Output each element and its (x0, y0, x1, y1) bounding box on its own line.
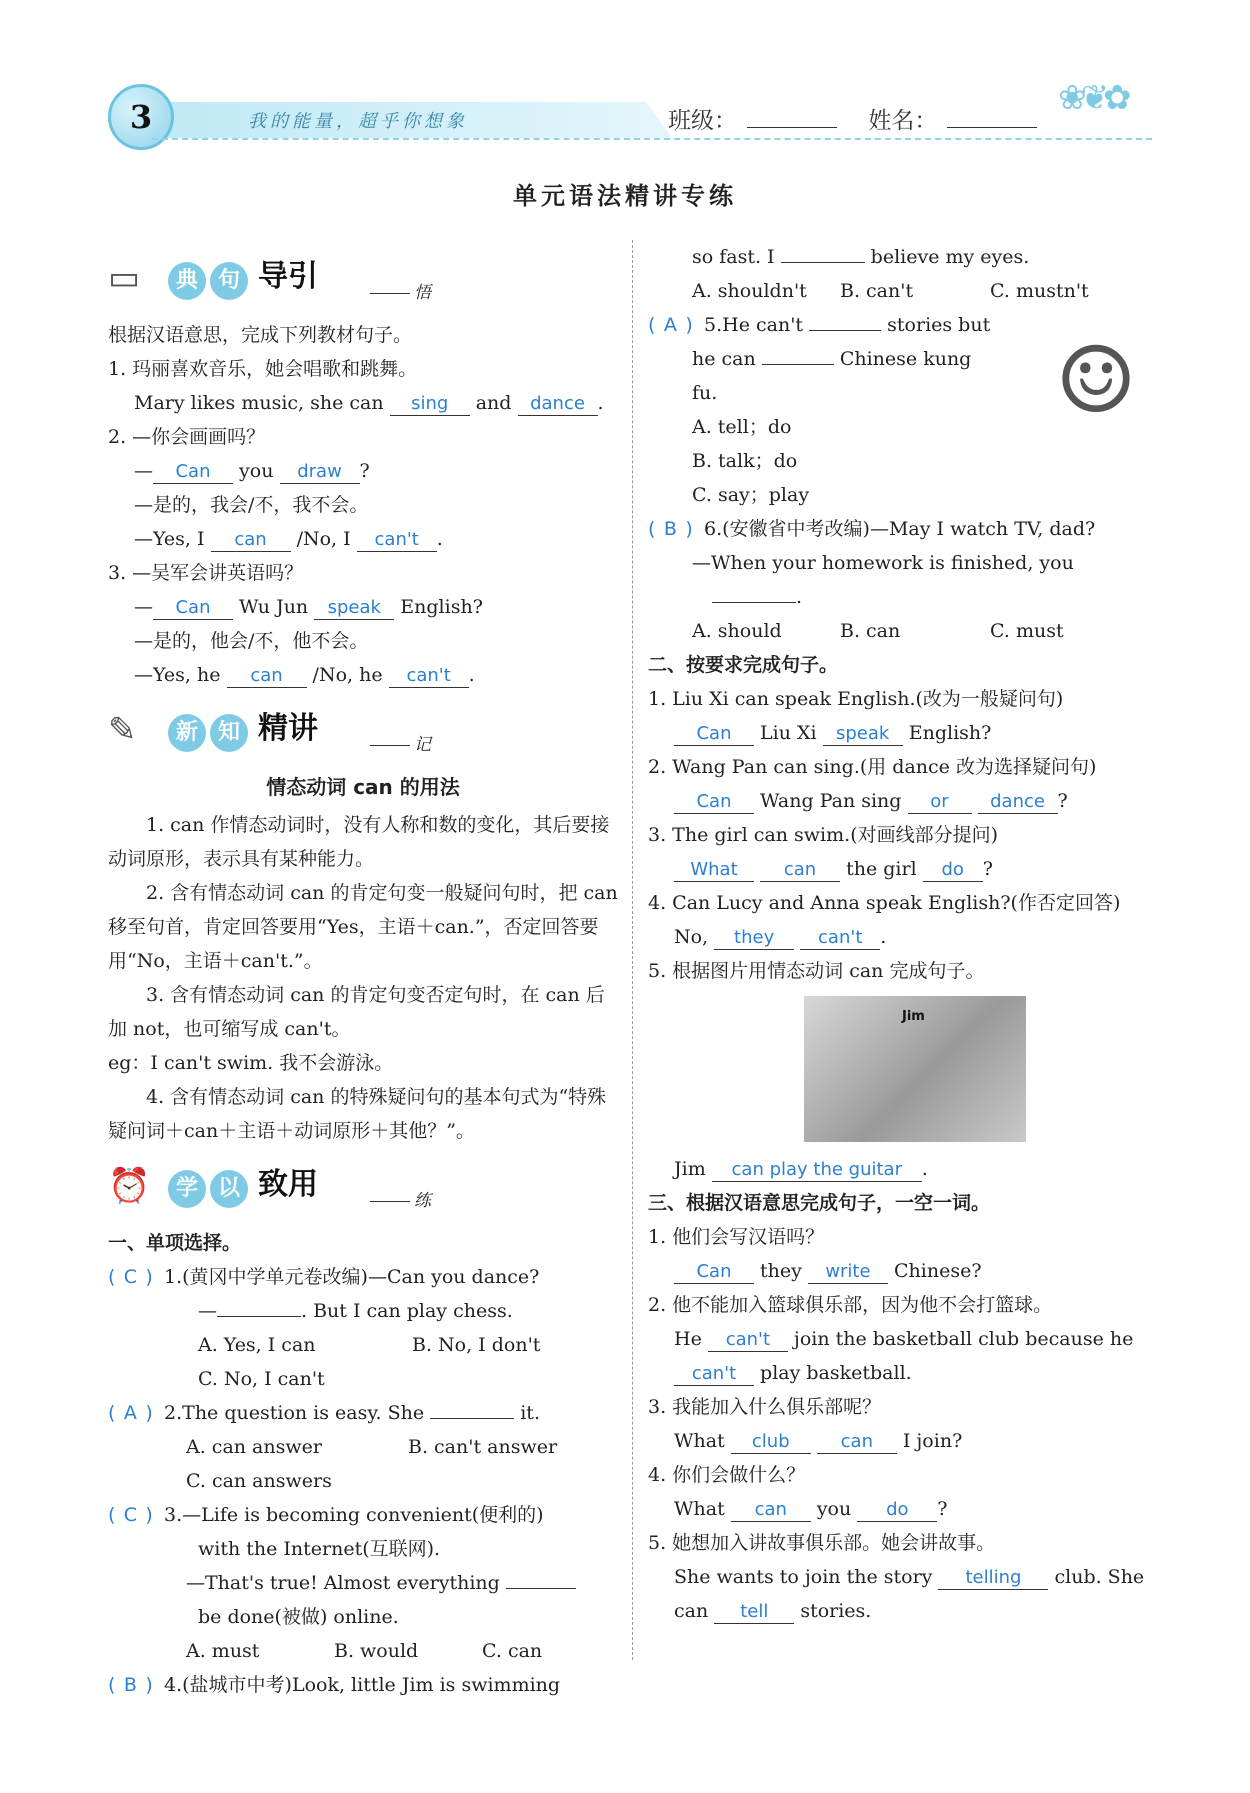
question-cn: 1. 他们会写汉语吗？ (648, 1226, 825, 1248)
section-badge: 典 (168, 262, 206, 300)
answer-field[interactable]: speak (823, 723, 903, 746)
part-title: 三、根据汉语意思完成句子，一空一词。 (648, 1192, 991, 1214)
answer-field[interactable]: can (731, 1499, 811, 1522)
blank[interactable] (712, 583, 796, 603)
text: He (674, 1328, 702, 1350)
grammar-example: eg：I can't swim. 我不会游泳。 (108, 1052, 394, 1074)
text: he can (692, 348, 756, 370)
option-b[interactable]: B. can't answer (408, 1436, 558, 1458)
grammar-point: 3. 含有情态动词 can 的肯定句变否定句时，在 can 后加 not，也可缩写成 can't。 (108, 984, 605, 1040)
answer-field[interactable]: can (227, 665, 307, 688)
question: 2. Wang Pan can sing.(用 dance 改为选择疑问句) (648, 756, 1097, 778)
option-b[interactable]: B. talk；do (692, 450, 798, 472)
answer-field[interactable]: write (808, 1261, 888, 1284)
mc-options (108, 1464, 618, 1498)
section-badge: 句 (210, 262, 248, 300)
mc-stem-line: . (648, 580, 1158, 614)
text: so fast. I (692, 246, 775, 268)
text: it. (520, 1402, 540, 1424)
option-b[interactable]: B. can't (840, 280, 914, 302)
blank[interactable] (217, 1297, 301, 1317)
text: can (674, 1600, 709, 1622)
text: stories but (887, 314, 991, 336)
question-cn: 1. 玛丽喜欢音乐，她会唱歌和跳舞。 (108, 358, 418, 380)
q-source: (安徽省中考改编) (722, 518, 870, 540)
text: English? (400, 596, 483, 618)
text: they (760, 1260, 802, 1282)
easel-icon: ▭ (108, 258, 141, 298)
mc-stem-line: with the Internet(互联网). (198, 1538, 441, 1560)
section-name: 致用 (258, 1167, 318, 1202)
answer-field[interactable]: can't (674, 1363, 754, 1386)
left-column (108, 240, 618, 1702)
answer-field[interactable]: can't (800, 927, 880, 950)
text: /No, he (312, 664, 383, 686)
question-line (648, 1424, 1158, 1458)
reply-cn: —是的，我会/不，我不会。 (134, 494, 369, 516)
photo-label: Jim (902, 1009, 925, 1024)
answer-field[interactable]: can't (708, 1329, 788, 1352)
question-cn: 3. —吴军会讲英语吗？ (108, 562, 304, 584)
answer-field[interactable]: can't (389, 665, 469, 688)
answer-field[interactable]: can play the guitar (712, 1159, 922, 1182)
option-c[interactable]: C. must (990, 620, 1064, 642)
q-number: 5. (704, 314, 723, 336)
option-b[interactable]: B. No, I don't (412, 1334, 541, 1356)
question-line: —Yes, I can /No, I can't . (134, 528, 443, 550)
answer-field[interactable]: can (760, 859, 840, 882)
question-cn: 5. 她想加入讲故事俱乐部。她会讲故事。 (648, 1532, 996, 1554)
column-divider (632, 240, 633, 1660)
section-header-new-knowledge (108, 700, 618, 766)
answer-field[interactable]: dance (978, 791, 1058, 814)
q-stem: —Life is becoming convenient(便利的) (182, 1504, 544, 1526)
mc-stem-line: fu. (692, 382, 718, 404)
book-pen-icon: ✎ (108, 710, 137, 750)
text: and (475, 392, 512, 414)
question: 5. 根据图片用情态动词 can 完成句子。 (648, 960, 985, 982)
text: She wants to join the story (674, 1566, 933, 1588)
mc-stem-line: be done(被做) online. (198, 1606, 399, 1628)
answer-field[interactable]: Can (153, 461, 233, 484)
question-line (648, 1152, 1158, 1186)
text: What (674, 1430, 725, 1452)
section-header-typical-sentences (108, 248, 618, 314)
answer-field[interactable]: Can (674, 723, 754, 746)
section-badge: 知 (210, 714, 248, 752)
question-line: — Can Wu Jun speak English? (134, 596, 483, 618)
answer-field[interactable]: can (817, 1431, 897, 1454)
section-subtitle: 悟 (370, 276, 431, 310)
answer-field[interactable]: do (857, 1499, 937, 1522)
text: Wang Pan sing (760, 790, 902, 812)
text: ? (982, 858, 993, 880)
text: join the basketball club because he (793, 1328, 1134, 1350)
q-number: 1. (164, 1266, 183, 1288)
section-name: 导引 (258, 259, 318, 294)
text: club. She (1054, 1566, 1145, 1588)
question-line (648, 1356, 1158, 1390)
question-cn: 4. 你们会做什么？ (648, 1464, 806, 1486)
mc-stem-line (108, 1566, 618, 1600)
answer-field[interactable]: can't (357, 529, 437, 552)
grammar-point: 2. 含有情态动词 can 的肯定句变一般疑问句时，把 can 移至句首，肯定回答要用“Yes，主语＋can.”，否定回答要用“No，主语＋can't.”。 (108, 882, 618, 972)
text: ? (1057, 790, 1068, 812)
answer-choice[interactable]: ( B ) (648, 518, 693, 540)
mc-question (108, 1498, 618, 1532)
text: believe my eyes. (870, 246, 1030, 268)
answer-choice[interactable]: ( A ) (648, 314, 693, 336)
answer-field[interactable]: club (731, 1431, 811, 1454)
question-line (648, 1254, 1158, 1288)
q-stem: The question is easy. She (182, 1402, 425, 1424)
answer-choice[interactable]: ( C ) (108, 1504, 153, 1526)
q-number: 4. (164, 1674, 183, 1696)
option-a[interactable]: A. Yes, I can (198, 1334, 316, 1356)
class-label: 班级： (668, 108, 737, 134)
option-a[interactable]: A. should (692, 620, 782, 642)
alarm-clock-icon: ⏰ (108, 1166, 151, 1206)
answer-field[interactable]: tell (714, 1601, 794, 1624)
section-header-practice (108, 1156, 618, 1222)
text: the girl (846, 858, 917, 880)
text: play basketball. (760, 1362, 912, 1384)
question-line (648, 1594, 1158, 1628)
blank[interactable] (506, 1569, 576, 1589)
text: you (816, 1498, 852, 1520)
section-badge: 学 (168, 1170, 206, 1208)
class-blank[interactable] (747, 110, 837, 128)
answer-field[interactable]: dance (518, 393, 598, 416)
q-number: 2. (164, 1402, 183, 1424)
question-line (648, 716, 1158, 750)
text: stories. (800, 1600, 872, 1622)
text: . But I can play chess. (301, 1300, 513, 1322)
section-subtitle: 练 (370, 1184, 431, 1218)
text: you (239, 460, 274, 482)
text: ? (937, 1498, 948, 1520)
grammar-point: 1. can 作情态动词时，没有人称和数的变化，其后要接动词原形，表示具有某种能力。 (108, 814, 610, 870)
question-line: —Yes, he can /No, he can't . (134, 664, 475, 686)
option-c[interactable]: C. can answers (186, 1470, 332, 1492)
part-title: 一、单项选择。 (108, 1232, 242, 1254)
instruction: 根据汉语意思，完成下列教材句子。 (108, 324, 413, 346)
question-line (648, 852, 1158, 886)
option-a[interactable]: A. tell；do (692, 416, 792, 438)
header-rule (152, 138, 1152, 140)
section-subtitle: 记 (370, 728, 431, 762)
q-stem: —Can you dance? (367, 1266, 540, 1288)
mc-question (108, 1668, 618, 1702)
grammar-point: 4. 含有情态动词 can 的特殊疑问句的基本句式为“特殊疑问词＋can＋主语＋动词原形＋其他？”。 (108, 1086, 607, 1142)
guitar-photo (804, 996, 1026, 1142)
answer-field[interactable]: telling (938, 1567, 1048, 1590)
option-c[interactable]: C. No, I can't (198, 1368, 325, 1390)
name-blank[interactable] (947, 110, 1037, 128)
mc-stem-line (648, 240, 1158, 274)
answer-field[interactable]: Can (674, 1261, 754, 1284)
answer-field[interactable]: they (714, 927, 794, 950)
answer-choice[interactable]: ( B ) (108, 1674, 153, 1696)
mc-question (108, 1396, 618, 1430)
text: Chinese? (894, 1260, 982, 1282)
answer-choice[interactable]: ( A ) (108, 1402, 153, 1424)
blank[interactable] (762, 345, 834, 365)
reply-cn: —是的，他会/不，他不会。 (134, 630, 369, 652)
blank[interactable] (809, 311, 881, 331)
unit-number-badge: 3 (108, 84, 174, 150)
question-line (648, 784, 1158, 818)
answer-field[interactable]: Can (153, 597, 233, 620)
slogan: 我的能量，超乎你想象 (248, 111, 468, 132)
question-line (648, 920, 1158, 954)
text: I join? (902, 1430, 963, 1452)
answer-field[interactable]: What (674, 859, 754, 882)
text: English? (908, 722, 992, 744)
text: Mary likes music, she can (134, 392, 384, 414)
option-c[interactable]: C. mustn't (990, 280, 1089, 302)
option-c[interactable]: C. can (482, 1640, 543, 1662)
question-line (648, 1560, 1158, 1594)
mc-options (108, 1430, 618, 1464)
answer-field[interactable]: do (923, 859, 983, 882)
q-stem: Look, little Jim is swimming (291, 1674, 561, 1696)
text: No, (674, 926, 709, 948)
mc-options (108, 1362, 618, 1396)
part-title: 二、按要求完成句子。 (648, 654, 839, 676)
question-line (648, 1492, 1158, 1526)
section-badge: 新 (168, 714, 206, 752)
q-source: (黄冈中学单元卷改编) (182, 1266, 368, 1288)
text: Liu Xi (760, 722, 817, 744)
section-name: 精讲 (258, 711, 318, 746)
blank[interactable] (781, 243, 865, 263)
mc-options (648, 614, 1158, 648)
text: —Yes, I (134, 528, 205, 550)
answer-field[interactable]: or (908, 791, 972, 814)
name-label: 姓名： (868, 108, 938, 134)
grammar-title: 情态动词 can 的用法 (266, 775, 460, 799)
text: Jim (674, 1158, 706, 1180)
option-a[interactable]: A. can answer (186, 1436, 322, 1458)
text: . (880, 926, 887, 948)
mc-options (648, 274, 1158, 308)
option-b[interactable]: B. can (840, 620, 901, 642)
answer-field[interactable]: draw (280, 461, 360, 484)
question-cn: 3. 我能加入什么俱乐部呢？ (648, 1396, 882, 1418)
blank[interactable] (430, 1399, 514, 1419)
question-line: — Can you draw ? (134, 460, 370, 482)
floral-ornament-icon: ❀❦✿ (1058, 78, 1126, 118)
text: /No, I (296, 528, 351, 550)
page-title: 单元语法精讲专练 (513, 182, 737, 210)
text: — (198, 1300, 217, 1322)
q-stem: He can't (722, 314, 804, 336)
mc-question (108, 1260, 618, 1294)
question-line: Mary likes music, she can sing and dance . (134, 392, 604, 414)
question: 3. The girl can swim.(对画线部分提问) (648, 824, 999, 846)
mc-options (108, 1634, 618, 1668)
text: Chinese kung (839, 348, 972, 370)
mc-stem-line (108, 1294, 618, 1328)
text: —Yes, he (134, 664, 221, 686)
answer-field[interactable]: Can (674, 791, 754, 814)
class-name-fields (668, 102, 1061, 135)
q-number: 3. (164, 1504, 183, 1526)
page-header (108, 78, 1168, 150)
answer-choice[interactable]: ( C ) (108, 1266, 153, 1288)
option-b[interactable]: B. would (334, 1640, 419, 1662)
q-number: 6. (704, 518, 723, 540)
question-cn: 2. 他不能加入篮球俱乐部，因为他不会打篮球。 (648, 1294, 1053, 1316)
answer-field[interactable]: speak (314, 597, 394, 620)
q-source: (盐城市中考) (182, 1674, 292, 1696)
mc-options (108, 1328, 618, 1362)
section-badge: 以 (210, 1170, 248, 1208)
text: What (674, 1498, 725, 1520)
mc-stem-line: —When your homework is finished, you (692, 552, 1074, 574)
text: —That's true! Almost everything (186, 1572, 500, 1594)
question: 4. Can Lucy and Anna speak English?(作否定回答) (648, 892, 1121, 914)
answer-field[interactable]: can (211, 529, 291, 552)
question-cn: 2. —你会画画吗？ (108, 426, 266, 448)
q-stem: —May I watch TV, dad? (869, 518, 1096, 540)
text: Wu Jun (239, 596, 309, 618)
mc-question (648, 512, 1158, 546)
option-a[interactable]: A. shouldn't (692, 280, 807, 302)
kungfu-boy-illustration-icon: ☺ (1054, 327, 1138, 434)
answer-field[interactable]: sing (390, 393, 470, 416)
option-a[interactable]: A. must (186, 1640, 260, 1662)
option-c[interactable]: C. say；play (692, 484, 810, 506)
text: . (921, 1158, 928, 1180)
right-column (648, 240, 1158, 1628)
question: 1. Liu Xi can speak English.(改为一般疑问句) (648, 688, 1064, 710)
question-line (648, 1322, 1158, 1356)
